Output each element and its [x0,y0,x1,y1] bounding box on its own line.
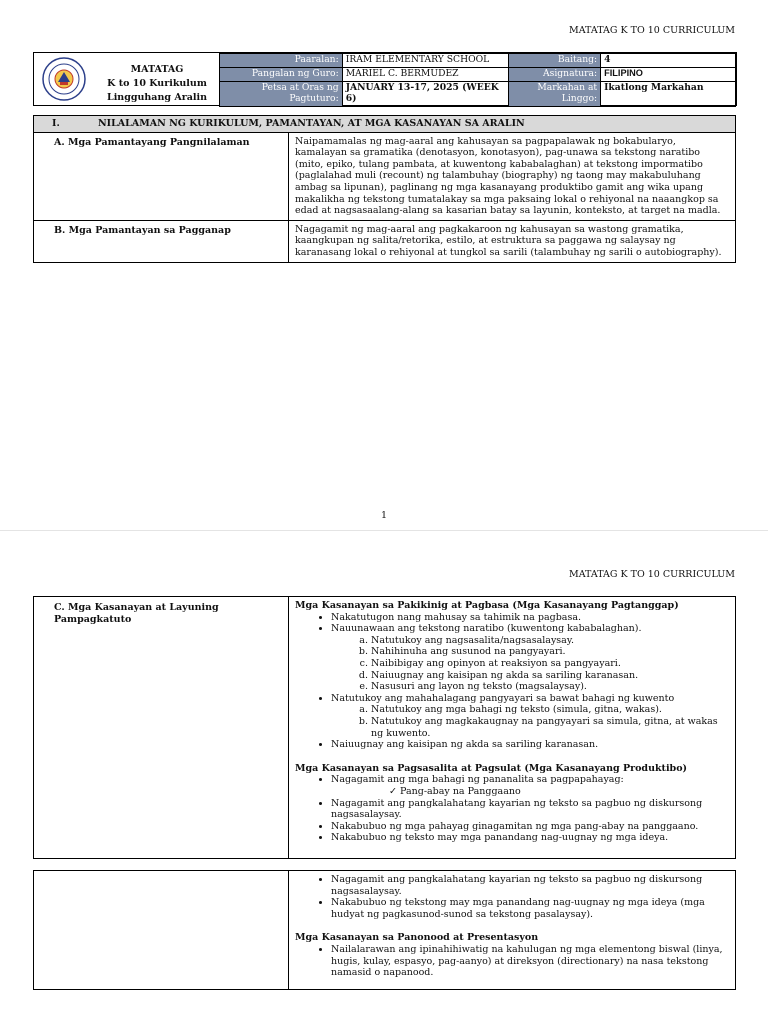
section-title: NILALAMAN NG KURIKULUM, PAMANTAYAN, AT MGA KASANAYAN SA ARALIN [98,118,525,129]
listening-reading-title: Mga Kasanayan sa Pakikinig at Pagbasa (Mga Kasanayang Pagtanggap) [295,600,679,611]
deped-seal-icon [42,57,86,101]
list-item: • Nakabubuo ng tekstong may mga panandang nag-uugnay ng mga ideya (mga hudyat ng pagkasunod-sunod sa tekstong pasalaysay). [331,897,729,920]
competencies-label: C. Mga Kasanayan at Layuning Pampagkatuto [34,597,289,859]
check-item: ✓ Pang-abay na Panggaano [389,786,729,798]
competencies-continued-table [33,870,736,990]
subject-value: FILIPINO [601,68,736,82]
section-number: I. [52,118,60,129]
header-row [220,82,736,107]
grade-value: 4 [601,54,736,68]
title-line-2: K to 10 Kurikulum [107,78,207,89]
speaking-writing-title: Mga Kasanayan sa Pagsasalita at Pagsulat (Mga Kasanayang Produktibo) [295,762,688,774]
list-item: • Nakabubuo ng teksto may mga panandang nag-uugnay ng mga ideya. [331,832,729,844]
lesson-header [33,52,737,106]
quarter-value: Ikatlong Markahan [601,82,736,107]
content-standard-label: A. Mga Pamantayang Pangnilalaman [34,132,289,220]
empty-label-cell [34,871,289,990]
listening-list [295,612,729,751]
list-item: • Nailalarawan ang ipinahihiwatig na kahulugan ng mga elementong biswal (linya, hugis, kulay, espasyo, pag-aanyo) at direksyon (directionary) na nasa tekstong namasid o napanood. [331,944,729,979]
quarter-label: Markahan at Linggo: [509,82,601,107]
grade-label: Baitang: [509,54,601,68]
date-label: Petsa at Oras ng Pagtuturo: [220,82,343,107]
competencies-content [289,597,736,859]
performance-standard-label: B. Mga Pamantayan sa Pagganap [34,220,289,262]
speaking-list [295,774,729,844]
list-item-text: Nauunawaan ang tekstong naratibo (kuwentong kababalaghan). [331,623,642,635]
list-item: • Nakabubuo ng mga pahayag ginagamitan ng mga pang-abay na panggaano. [331,821,729,833]
list-item-text: Natutukoy ang mahahalagang pangyayari sa bawat bahagi ng kuwento [331,692,675,704]
matatag-title [102,63,212,105]
list-item: b. Natutukoy ang magkakaugnay na pangyayari sa simula, gitna, at wakas ng kuwento. [371,716,729,739]
list-item: e. Nasusuri ang layon ng teksto (magsalaysay). [371,681,729,693]
list-item: • Naiuugnay ang kaisipan ng akda sa sariling karanasan. [331,739,729,751]
competencies-table [33,596,736,859]
sub-list [331,704,729,739]
list-item: • Nagagamit ang pangkalahatang kayarian ng teksto sa pagbuo ng diskursong nagsasalaysay. [331,798,729,821]
list-item-text: Nagagamit ang mga bahagi ng pananalita sa pagpapahayag: [331,774,624,786]
page-2 [0,530,768,1025]
page-number: 1 [380,510,388,521]
date-value: JANUARY 13-17, 2025 (WEEK 6) [342,82,508,107]
competencies-row [34,597,736,859]
header-row [220,68,736,82]
school-label: Paaralan: [220,54,343,68]
school-value: IRAM ELEMENTARY SCHOOL [342,54,508,68]
competencies-continued-content [289,871,736,990]
list-item: c. Naibibigay ang opinyon at reaksiyon sa pangyayari. [371,658,729,670]
list-item [331,623,729,693]
teacher-label: Pangalan ng Guro: [220,68,343,82]
viewing-list [295,944,729,979]
performance-standard-text: Nagagamit ng mag-aaral ang pagkakaroon ng kahusayan sa wastong gramatika, kaangkupan ng salita/retorika, estilo, at estruktura sa paggawa ng salaysay ng karanasang lokal o rehiyonal at tungkol sa sarili (talambuhay ng sarili o autobiography). [289,220,736,262]
teacher-value: MARIEL C. BERMUDEZ [342,68,508,82]
list-item: b. Nahihinuha ang susunod na pangyayari. [371,646,729,658]
list-item: a. Natutukoy ang mga bahagi ng teksto (simula, gitna, wakas). [371,704,729,716]
list-item: • Nagagamit ang pangkalahatang kayarian ng teksto sa pagbuo ng diskursong nagsasalaysay. [331,874,729,897]
curriculum-label: MATATAG K TO 10 CURRICULUM [568,569,735,580]
content-standard-text: Naipamamalas ng mag-aaral ang kahusayan sa pagpapalawak ng bokabularyo, kamalayan sa gramatika (denotasyon, konotasyon), pag-unawa sa tekstong naratibo (mito, epiko, tulang pambata, at kuwentong kababalaghan) at tekstong impormatibo (paglalahad muli (recount) ng talambuhay (biography) ng taong may makabuluhang ambag sa lipunan), paglinang ng mga kasanayang produktibo gamit ang wika upang makalikha ng tekstong tumatalakay sa mga paksaing lokal o rehiyonal na naaangkop sa edad at nagsasaalang-alang sa kasarian batay sa layunin, konteksto, at target na madla. [289,132,736,220]
section-1-header [34,116,736,133]
list-item [331,693,729,739]
title-line-1: MATATAG [130,64,184,75]
curriculum-table [33,115,736,263]
performance-standard-row [34,220,736,262]
header-row [220,54,736,68]
list-item: d. Naiuugnay ang kaisipan ng akda sa sariling karanasan. [371,670,729,682]
curriculum-label: MATATAG K TO 10 CURRICULUM [568,25,735,36]
sub-list [331,635,729,693]
viewing-title: Mga Kasanayan sa Panonood at Presentasyon [295,932,539,944]
competencies-continued-row [34,871,736,990]
list-item: a. Natutukoy ang nagsasalita/nagsasalaysay. [371,635,729,647]
subject-label: Asignatura: [509,68,601,82]
list-item: • Nakatutugon nang mahusay sa tahimik na pagbasa. [331,612,729,624]
title-line-3: Lingguhang Aralin [107,92,207,103]
list-item [331,774,729,797]
content-standard-row [34,132,736,220]
continued-list [295,874,729,920]
check-list [331,786,729,798]
section-header-row [34,116,736,133]
header-info-table [219,53,736,107]
